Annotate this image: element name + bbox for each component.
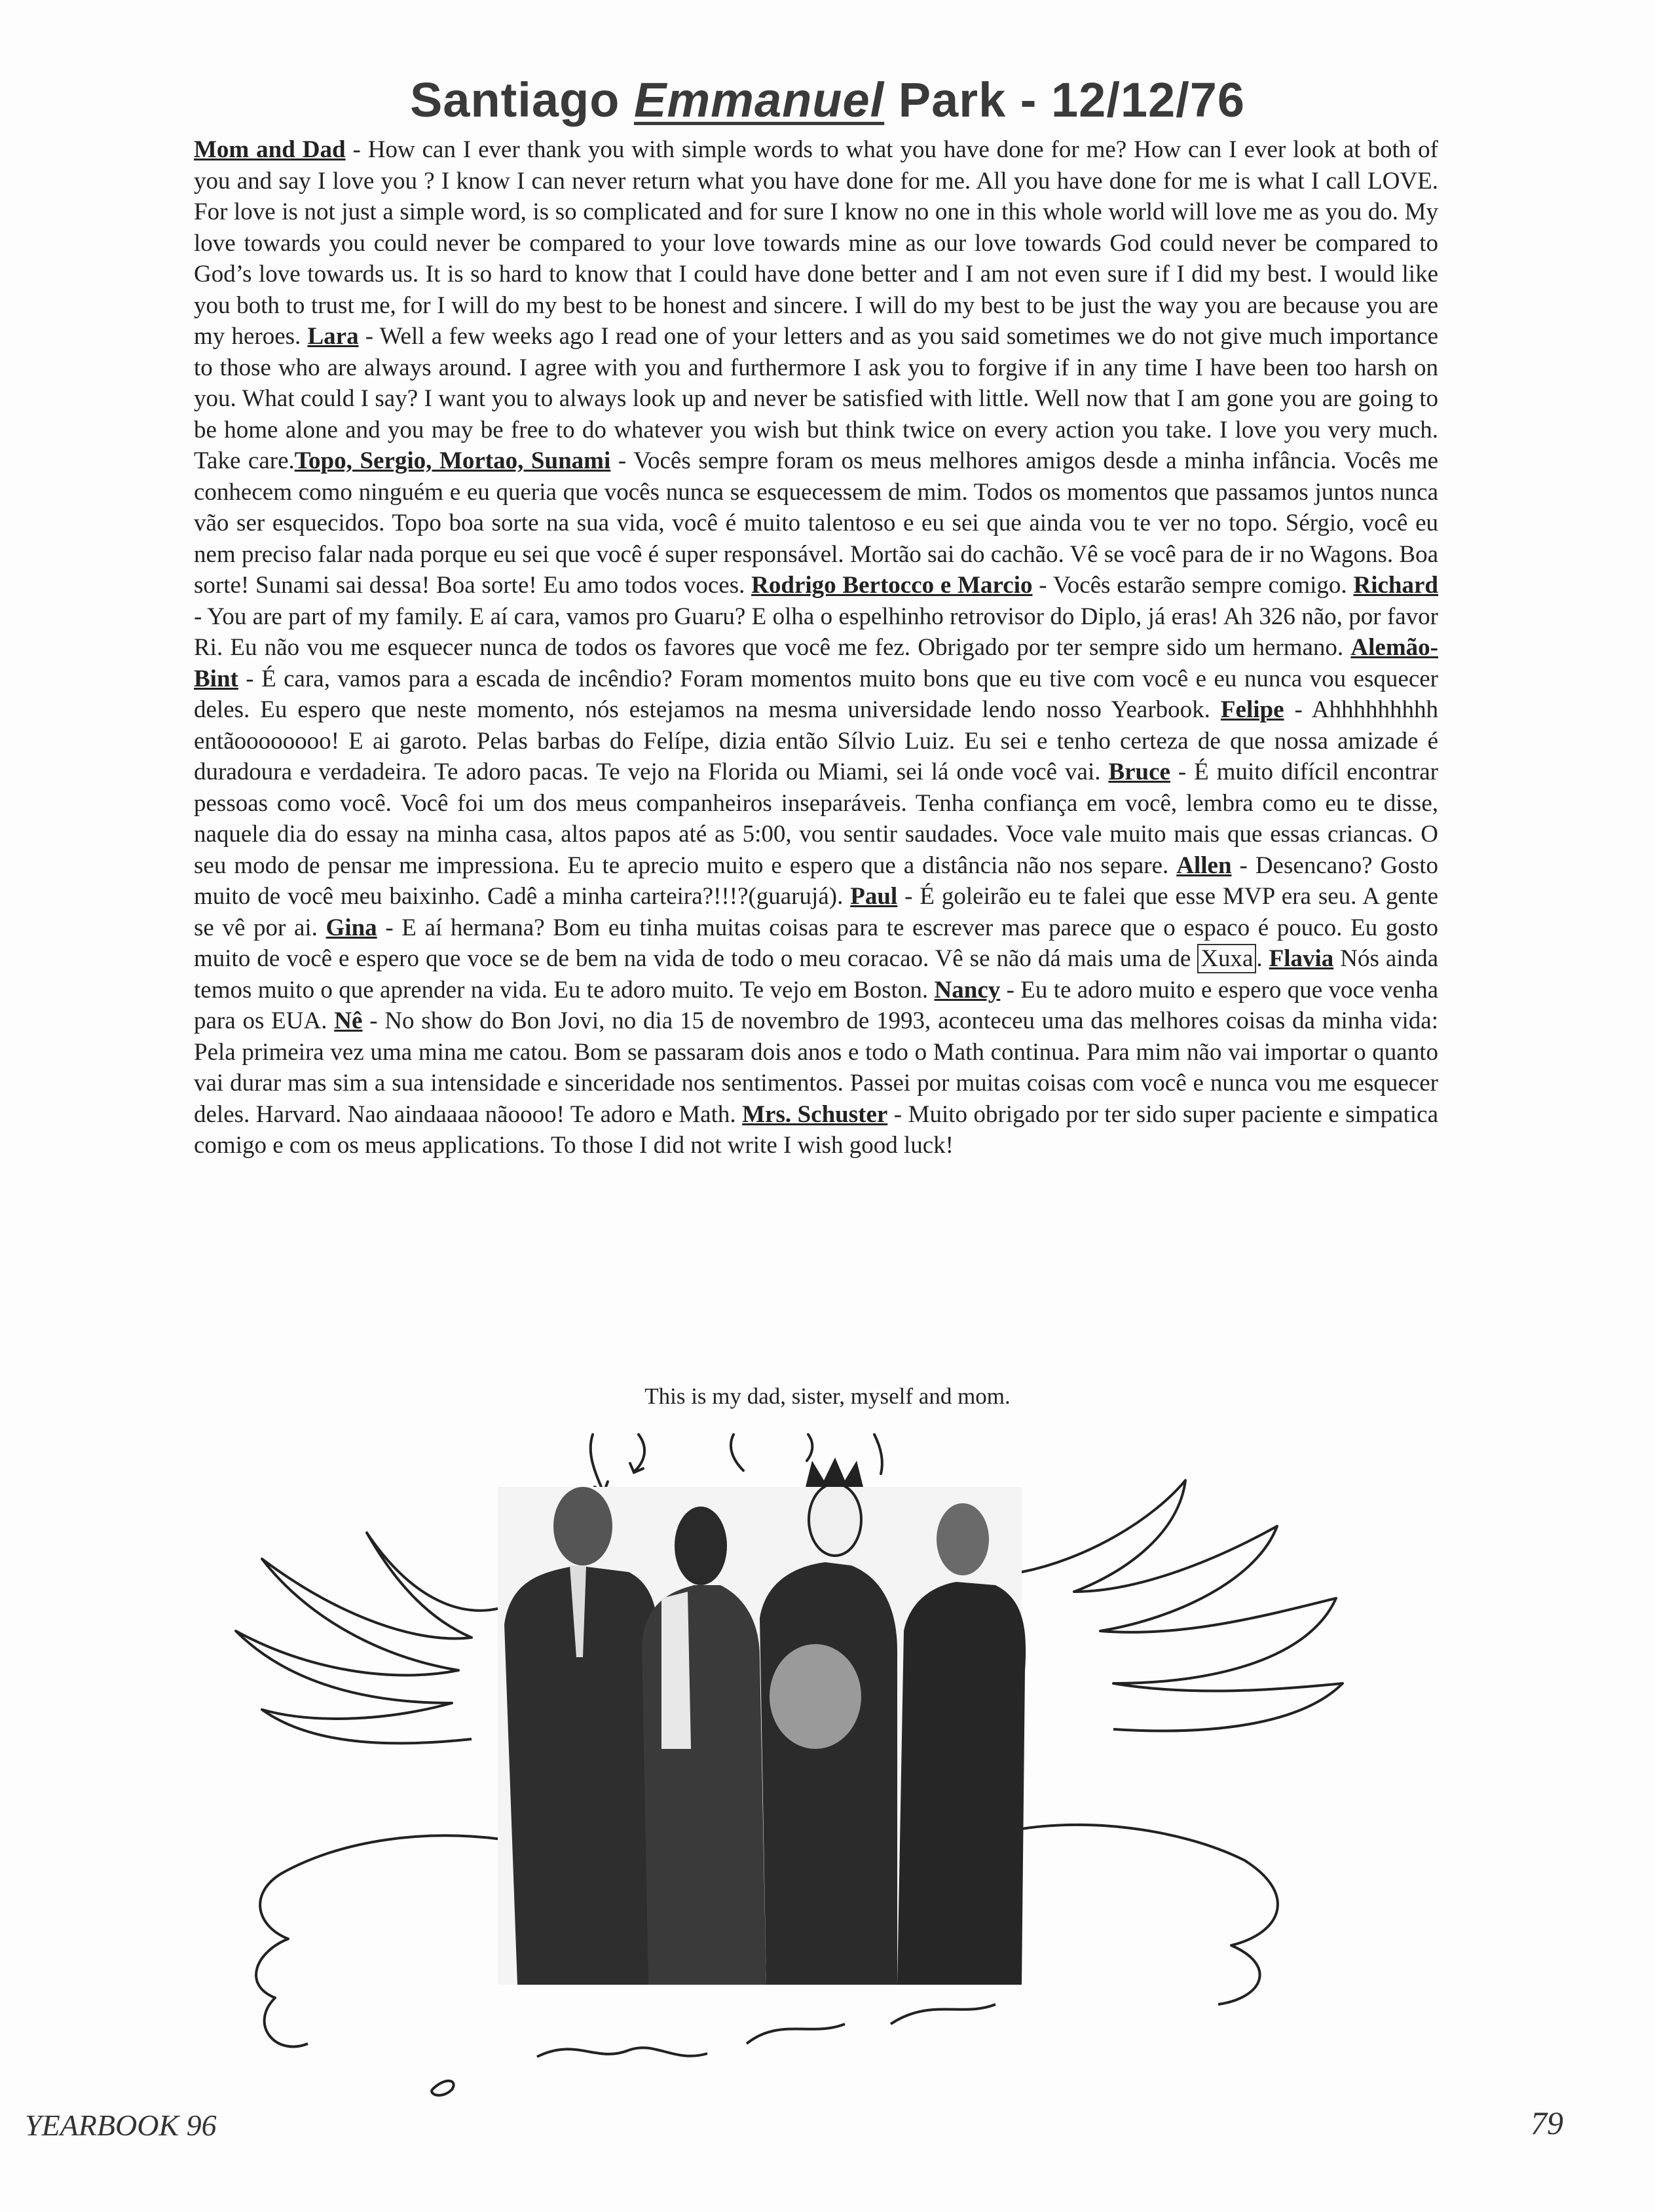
sister-head — [675, 1507, 727, 1585]
dedication-name: Flavia — [1269, 945, 1334, 972]
dedication-message: - Well a few weeks ago I read one of your letters and as you said sometimes we do not give much importance to those who are always around. I agree with you and furthermore I ask you to forgive if in any time I have been too harsh on you. What could I say? I want you to always look up and never be satisfied with little. Well now that I am gone you are going to be home alone and you may be free to do whatever you wish but think twice on every action you take. I love you very much. Take care. — [194, 323, 1438, 474]
page-number: 79 — [1531, 2105, 1563, 2141]
dedication-name: Topo, Sergio, Mortao, Sunami — [294, 447, 611, 474]
left-wing-drawing — [236, 1533, 511, 1743]
dedication-name: Gina — [325, 914, 377, 941]
dedication-name: Allen — [1176, 852, 1232, 879]
page-title — [0, 72, 1655, 128]
photo-caption: This is my dad, sister, myself and mom. — [644, 1383, 1011, 1409]
dedication-name: Bruce — [1108, 759, 1170, 785]
dedication-message: - Vocês sempre foram os meus melhores amigos desde a minha infância. Vocês me conhecem como ninguém e eu queria que vocês nunca se esquecessem de mim. Todos os momentos que passamos juntos nunca vão ser esquecidos. Topo boa sorte na sua vida, você é muito talentoso e eu sei que ainda vou te ver no topo. Sérgio, você eu nem preciso falar nada porque eu sei que você é super responsável. Mortão sai do cachão. Vê se você para de ir no Wagons. Boa sorte! Sunami sai dessa! Boa sorte! Eu amo todos voces. — [194, 447, 1438, 599]
dedication-name: Richard — [1353, 572, 1438, 599]
dedication-name: Rodrigo Bertocco e Marcio — [751, 572, 1033, 599]
bouquet — [770, 1644, 861, 1749]
dedication-message: Nós ainda temos muito o que aprender na vida. Eu te adoro muito. Te vejo em Boston. — [194, 945, 1438, 1003]
boxed-word: Xuxa — [1197, 944, 1256, 973]
dedication-message: - É cara, vamos para a escada de incêndio? Foram momentos muito bons que eu tive com você e eu nunca vou esquecer deles. Eu espero que neste momento, nós estejamos na mesma universidade lendo nosso Yearbook. — [194, 665, 1438, 723]
dad-head — [553, 1487, 612, 1565]
title-last-name-date: Park - 12/12/76 — [884, 73, 1246, 127]
dedication-name: Mom and Dad — [194, 136, 346, 163]
dedication-message: - How can I ever thank you with simple words to what you have done for me? How can I ever look at both of you and say I love you ? I know I can never return what you have done for me. All you have done for me is what I call LOVE. For love is not just a simple word, is so complicated and for sure I know no one in this whole world will love me as you do. My love towards you could never be compared to your love towards mine as our love towards God could never be compared to God’s love towards us. It is so hard to know that I could have done better and I am not even sure if I did my best. I would like you both to trust me, for I will do my best to be honest and sincere. I will do my best to be just the way you are because you are my heroes. — [194, 136, 1438, 350]
dedication-message: - Vocês estarão sempre comigo. — [1032, 572, 1354, 599]
dedication-message: - Ahhhhhhhhh entãoooooooo! E ai garoto. Pelas barbas do Felípe, dizia então Sílvio Luiz. Eu sei e tenho certeza de que nossa amizade é duradoura e verdadeira. Te adoro pacas. Te vejo na Florida ou Miami, sei lá onde você vai. — [194, 696, 1438, 785]
dedication-name: Paul — [850, 883, 898, 910]
dedication-message: . — [1256, 945, 1269, 972]
dedication-message: - E aí hermana? Bom eu tinha muitas coisas para te escrever mas parece que o espaco é pouco. Eu gosto muito de você e espero que voce se de bem na vida de todo o meu coracao. Vê se não dá mais uma de — [194, 914, 1438, 972]
title-middle-name: Emmanuel — [633, 73, 885, 127]
right-wing-drawing — [1022, 1480, 1343, 1731]
dedication-name: Alemão-Bint — [194, 634, 1438, 692]
sister-blouse — [661, 1592, 691, 1749]
title-first-name: Santiago — [409, 73, 634, 127]
family-photo — [498, 1457, 1026, 1985]
dedication-message: - Muito obrigado por ter sido super paciente e simpatica comigo e com os meus applications. To those I did not write I wish good luck! — [194, 1100, 1438, 1159]
mom-figure — [897, 1582, 1026, 1985]
dedication-message: - É muito difícil encontrar pessoas como você. Você foi um dos meus companheiros inseparáveis. Tenha confiança em você, lembra como eu te disse, naquele dia do essay na minha casa, altos papos até as 5:00, vou sentir saudades. Voce vale muito mais que essas criancas. O seu modo de pensar me impressiona. Eu te aprecio muito e espero que a distância não nos separe. — [194, 759, 1438, 879]
dedication-name: Felipe — [1220, 696, 1284, 723]
dedication-message: - Eu te adoro muito e espero que voce venha para os EUA. — [194, 976, 1438, 1034]
dedication-message: - Desencano? Gosto muito de você meu baixinho. Cadê a minha carteira?!!!?(guarujá). — [194, 852, 1438, 910]
family-photo-with-wings — [0, 1408, 1655, 2116]
dedication-text — [194, 134, 1438, 1161]
dedication-message: - É goleirão eu te falei que esse MVP era seu. A gente se vê por ai. — [194, 883, 1438, 941]
dedication-name: Lara — [307, 323, 359, 350]
yearbook-label: YEARBOOK 96 — [25, 2109, 217, 2142]
dedication-name: Nancy — [934, 976, 1001, 1003]
dedication-message: - No show do Bon Jovi, no dia 15 de novembro de 1993, aconteceu uma das melhores coisas da minha vida: Pela primeira vez uma mina me catou. Bom se passaram dois anos e todo o Math continua. Para mim não vai importar o quanto vai durar mas sim a sua intensidade e sinceridade nos sentimentos. Passei por muitas coisas com você e nunca vou me esquecer deles. Harvard. Nao aindaaaa nãoooo! Te adoro e Math. — [194, 1007, 1439, 1128]
son-head — [809, 1484, 861, 1556]
mom-head — [937, 1503, 989, 1575]
sister-figure — [642, 1585, 766, 1985]
dedication-name: Mrs. Schuster — [742, 1100, 888, 1128]
son-figure — [760, 1562, 897, 1985]
dedication-message: - You are part of my family. E aí cara, vamos pro Guaru? E olha o espelhinho retrovisor do Diplo, já eras! Ah 326 não, por favor Ri. Eu não vou me esquecer nunca de todos os favores que você me fez. Obrigado por ter sempre sido um hermano. — [194, 603, 1438, 661]
son-crown-drawing — [806, 1457, 863, 1487]
dedication-name: Nê — [334, 1007, 363, 1034]
